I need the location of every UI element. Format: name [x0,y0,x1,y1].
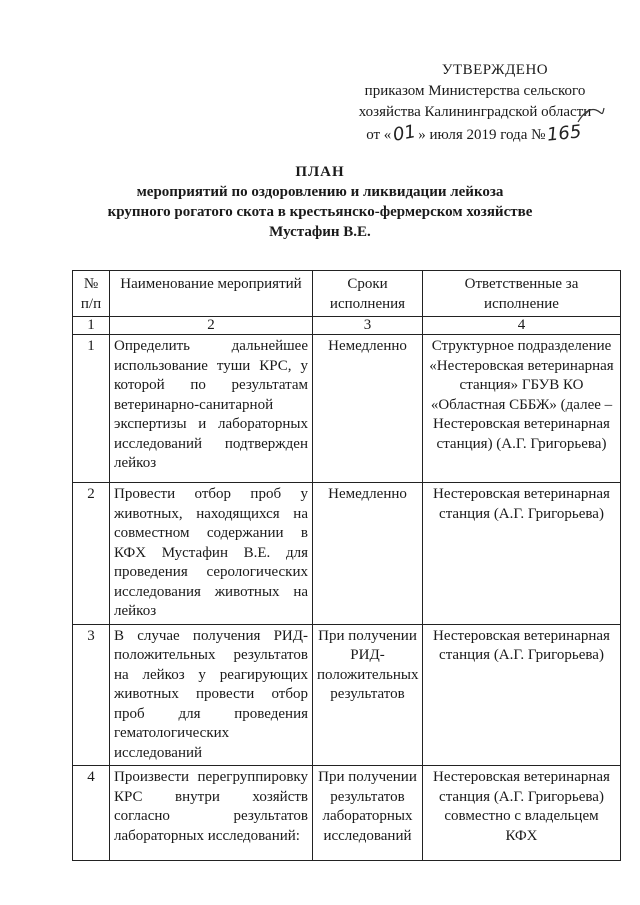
table-row [73,483,621,625]
approval-heading: УТВЕРЖДЕНО [441,62,549,78]
handwritten-day: 01 [391,121,418,146]
column-numbers-row [73,317,621,335]
approval-date-middle: » июля 2019 года № [418,127,546,143]
table-row [73,335,621,483]
approval-line-2: хозяйства Калининградской области [358,104,592,120]
approval-date-prefix: от « [366,127,392,143]
header-number: № п/п [73,271,110,317]
plan-table [72,270,621,861]
row-deadline: При получении РИД-положительных результатов [313,624,423,766]
title-line-3: крупного рогатого скота в крестьянско-фермерском хозяйстве [107,204,533,220]
row-responsible: Нестеровская ветеринарная станция (А.Г. Григорьева) [423,483,621,625]
title-plan: ПЛАН [295,164,345,180]
handwritten-order-number: 165 [546,121,583,146]
table-row [73,766,621,861]
column-number-4: 4 [423,317,621,335]
table-header-row [73,271,621,317]
title-line-2: мероприятий по оздоровлению и ликвидации лейкоза [136,184,504,200]
row-activity: Определить дальнейшее использование туши КРС, у которой по результатам ветеринарно-санитарной экспертизы и лабораторных исследований подтвержден лейкоз [110,335,313,483]
header-responsible: Ответственные за исполнение [423,271,621,317]
row-activity: Провести отбор проб у животных, находящихся на совместном содержании в КФХ Мустафин В.Е. для проведения серологических исследования животных на лейкоз [110,483,313,625]
approval-line-3 [330,123,620,146]
document-title [0,162,640,242]
row-number: 3 [73,624,110,766]
column-number-2: 2 [110,317,313,335]
row-activity: В случае получения РИД-положительных результатов на лейкоз у реагирующих животных провести отбор проб для проведения гематологических исследований [110,624,313,766]
signature-flourish-icon [576,104,606,126]
table-row [73,624,621,766]
column-number-1: 1 [73,317,110,335]
header-deadline: Сроки исполнения [313,271,423,317]
row-deadline: При получении результатов лабораторных исследований [313,766,423,861]
header-activity: Наименование мероприятий [110,271,313,317]
row-responsible: Нестеровская ветеринарная станция (А.Г. Григорьева) совместно с владельцем КФХ [423,766,621,861]
row-deadline: Немедленно [313,483,423,625]
row-number: 2 [73,483,110,625]
row-number: 1 [73,335,110,483]
column-number-3: 3 [313,317,423,335]
row-deadline: Немедленно [313,335,423,483]
title-line-4: Мустафин В.Е. [269,224,371,240]
row-activity: Произвести перегруппировку КРС внутри хозяйств согласно результатов лабораторных исследований: [110,766,313,861]
approval-stamp [330,60,620,146]
row-responsible: Нестеровская ветеринарная станция (А.Г. Григорьева) [423,624,621,766]
row-number: 4 [73,766,110,861]
approval-line-1: приказом Министерства сельского [364,83,586,99]
row-responsible: Структурное подразделение «Нестеровская ветеринарная станция» ГБУВ КО «Областная СББЖ» (далее – Нестеровская ветеринарная станция) (А.Г. Григорьева) [423,335,621,483]
